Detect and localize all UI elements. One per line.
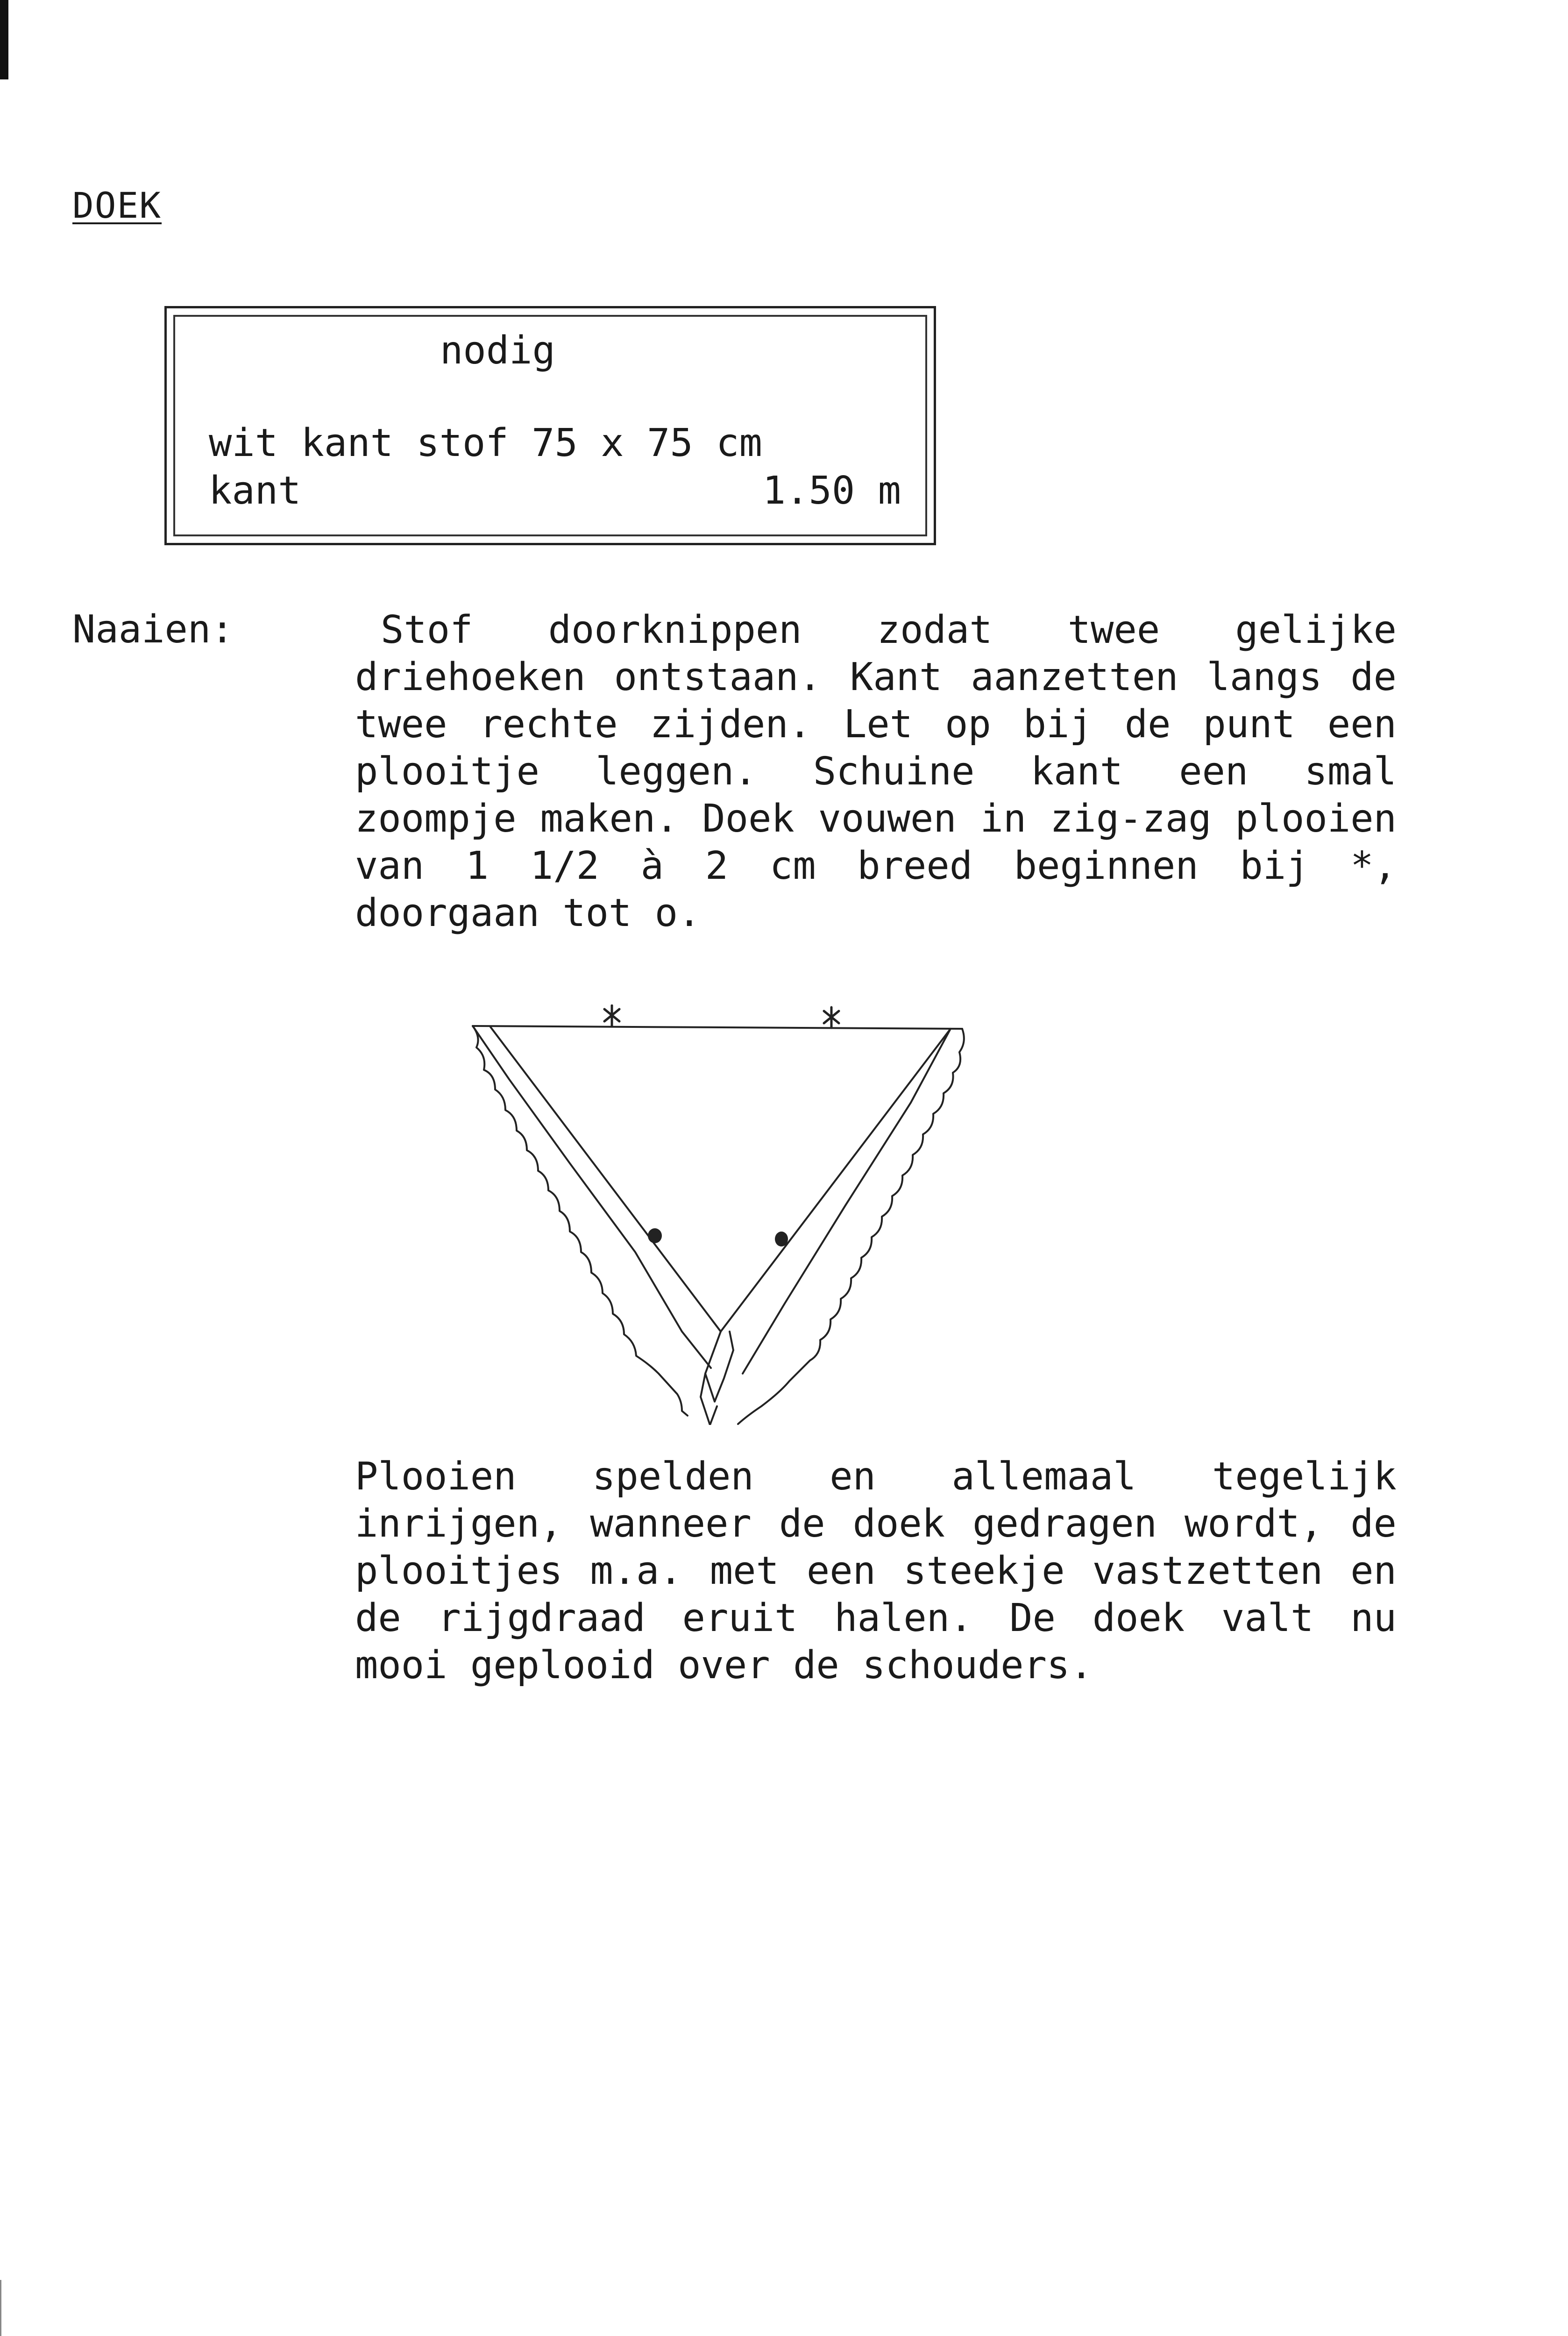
- instructions-paragraph-2: Plooien spelden en allemaal tegelijk inrijgen, wanneer de doek gedragen wordt, de plooitjes m.a. met een steekje vastzetten en de rijgdraad eruit halen. De doek valt nu mooi geplooid over de schouders.: [355, 1454, 1397, 1688]
- start-marker-right-icon: [824, 1007, 839, 1028]
- materials-box: [164, 306, 936, 545]
- materials-item-value: 75 x 75 cm: [532, 421, 762, 465]
- instructions-paragraph-1: Stof doorknippen zodat twee gelijke driehoeken ontstaan. Kant aanzetten langs de twee rechte zijden. Let op bij de punt een plooitje leggen. Schuine kant een smal zoompje maken. Doek vouwen in zig-zag plooien van 1 1/2 à 2 cm breed beginnen bij *, doorgaan tot o.: [355, 608, 1397, 935]
- instructions-label: Naaien:: [72, 607, 234, 652]
- lace-edge-left: [473, 1026, 688, 1416]
- materials-item-lace-label: kant: [209, 469, 301, 513]
- scan-edge-mark-bottom: [0, 2280, 1, 2336]
- lace-edge-right-inner: [743, 1029, 951, 1374]
- materials-item-fabric: [209, 421, 762, 465]
- scan-edge-mark: [0, 0, 8, 79]
- shawl-illustration: [462, 1004, 981, 1425]
- start-marker-left-icon: [604, 1005, 619, 1026]
- lace-edge-right: [738, 1029, 964, 1424]
- end-marker-left-icon: [648, 1228, 662, 1243]
- shawl-top-edge: [473, 1026, 962, 1029]
- materials-heading: nodig: [440, 328, 555, 373]
- end-marker-right-icon: [775, 1232, 788, 1246]
- page-title: DOEK: [72, 185, 162, 226]
- shawl-fabric-triangle: [490, 1027, 951, 1332]
- lace-edge-left-inner: [473, 1026, 711, 1368]
- materials-item-lace-value: 1.50 m: [762, 469, 901, 513]
- materials-item-label: wit kant stof: [209, 421, 509, 465]
